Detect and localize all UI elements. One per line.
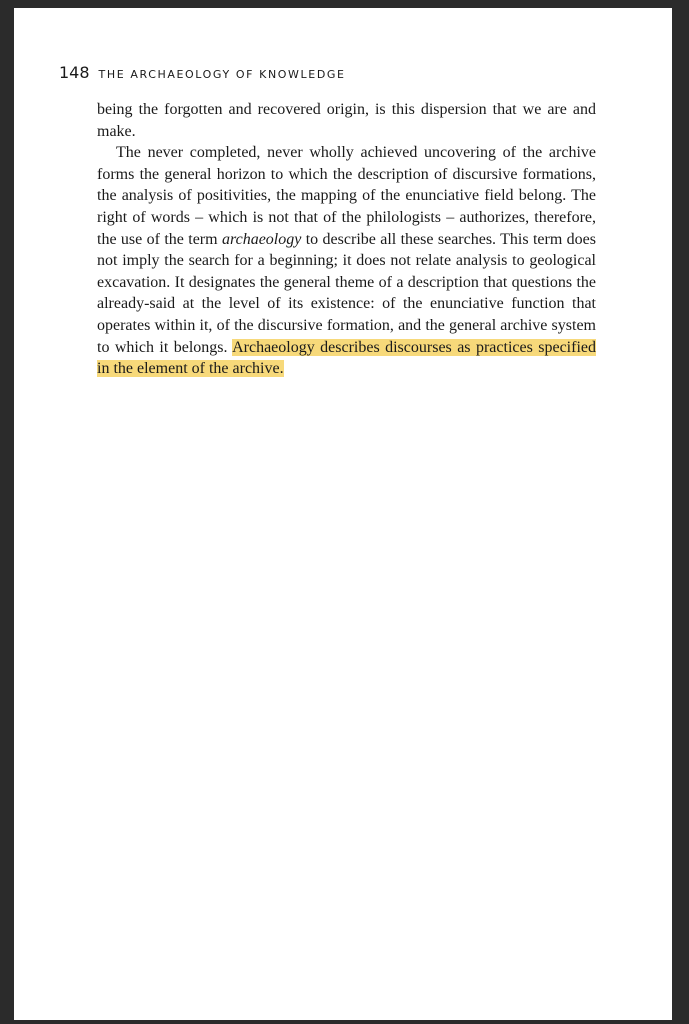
italic-term: archaeology [221, 230, 302, 248]
page-header [59, 63, 346, 85]
paragraph-1: being the forgotten and recovered origin, is this dispersion that we are and make. [97, 101, 596, 140]
running-head: THE ARCHAEOLOGY OF KNOWLEDGE [98, 68, 346, 81]
book-page [14, 8, 672, 1020]
highlighted-passage[interactable]: Archaeology describes discourses as practices specified in the element of the archive. [97, 338, 597, 378]
body-text [97, 99, 596, 380]
page-number: 148 [59, 63, 90, 82]
paragraph-2-text: The never completed, never wholly achieved uncovering of the archive forms the general horizon to which the description of discursive formations, the analysis of positivities, the mapping of the enunciative field belong. The right of words – which is not that of the philologists – authorizes, therefore, the use of the term [97, 144, 596, 248]
paragraph-2-text-continued: to describe all these searches. This term does not imply the search for a beginning; it does not relate analysis to geological excavation. It designates the general theme of a description that questions the already-said at the level of its existence: of the enunciative function that operates within it, of the discursive formation, and the general archive system to which it belongs. [97, 230, 596, 356]
paragraph-2 [97, 142, 596, 380]
